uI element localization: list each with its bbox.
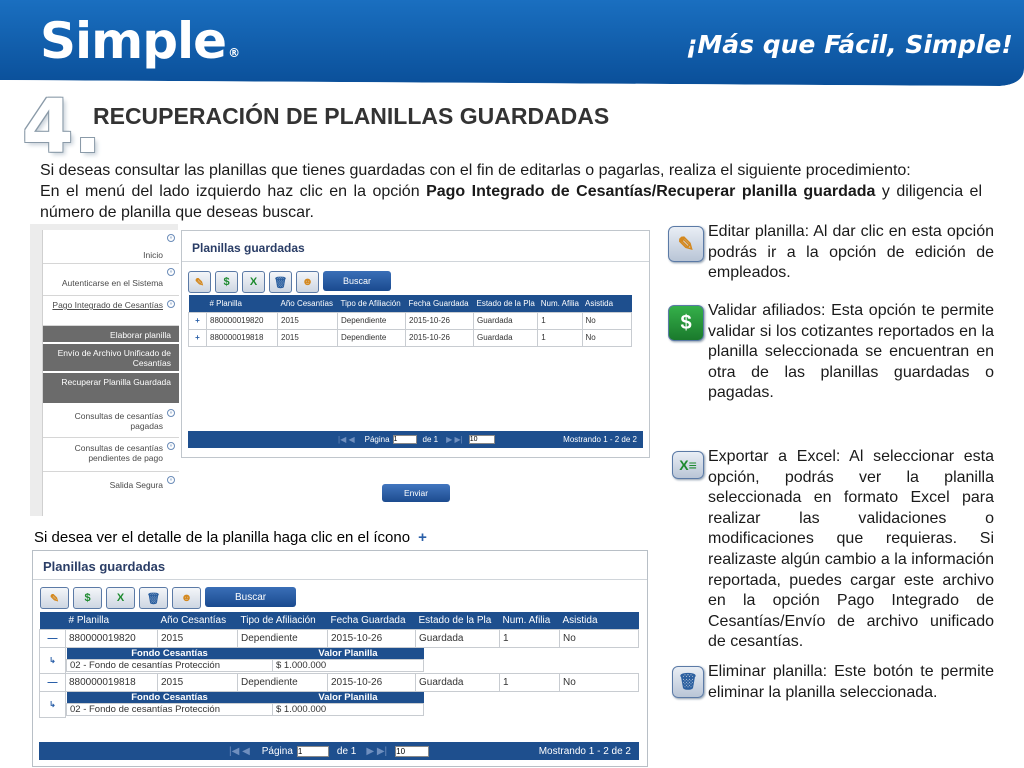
users-icon[interactable]: ☻ — [172, 587, 201, 609]
page-input[interactable]: 1 — [393, 435, 417, 444]
table-row[interactable]: + 880000019820 2015 Dependiente 2015-10-26 Guardada 1 No — [189, 312, 632, 329]
trash-icon: 🗑 — [672, 666, 704, 698]
pencil-icon[interactable]: ✎ — [188, 271, 211, 293]
send-button[interactable]: Enviar — [382, 484, 450, 502]
table-row[interactable]: + 880000019818 2015 Dependiente 2015-10-26 Guardada 1 No — [189, 329, 632, 346]
saved-payrolls-grid — [181, 230, 650, 458]
excel-icon: X≡ — [672, 451, 704, 479]
expand-circle-icon: » — [167, 476, 175, 484]
detail-row — [40, 691, 639, 717]
expand-row-icon[interactable]: + — [189, 312, 207, 329]
expand-row-icon[interactable]: + — [189, 329, 207, 346]
action-edit-description: ✎ Editar planilla: Al dar clic en esta opción podrás ir a la opción de edición de empleados. — [668, 226, 994, 286]
action-validate-description: $ Validar afiliados: Esta opción te permite validar si los cotizantes reportados en la planilla seleccionada se encuentran en otra de las planillas guardadas o pagadas. — [668, 305, 994, 425]
saved-payrolls-grid-expanded — [32, 550, 648, 767]
col-tipo[interactable]: Tipo de Afiliación — [238, 612, 328, 629]
grid-header-row — [40, 612, 639, 629]
side-menu-screenshot — [30, 224, 178, 516]
detail-col-fondo: Fondo Cesantías — [67, 692, 273, 704]
detail-caption: Si desea ver el detalle de la planilla haga clic en el ícono + — [34, 529, 427, 546]
menu-item-pago-integrado[interactable]: Pago Integrado de Cesantías » — [43, 296, 179, 326]
page-size-select[interactable]: 10 — [395, 746, 429, 757]
col-fecha[interactable]: Fecha Guardada — [406, 295, 474, 312]
header-banner — [0, 0, 1024, 92]
detail-col-valor: Valor Planilla — [273, 648, 424, 660]
grid-pager: |◀ ◀ Página 1 de 1 ▶ ▶| 10 Mostrando 1 - 2 de 2 — [39, 742, 639, 760]
dollar-icon[interactable]: $ — [73, 587, 102, 609]
col-anio[interactable]: Año Cesantías — [278, 295, 338, 312]
expand-circle-icon: » — [167, 409, 175, 417]
grid-pager: |◀ ◀ Página 1 de 1 ▶ ▶| 10 Mostrando 1 - 2 de 2 — [188, 431, 643, 448]
side-menu — [42, 230, 179, 516]
detail-table: Fondo Cesantías Valor Planilla 02 - Fondo de cesantías Protección $ 1.000.000 — [66, 648, 424, 672]
action-delete-description: 🗑 Eliminar planilla: Este botón te permite eliminar la planilla seleccionada. — [668, 666, 994, 726]
col-estado[interactable]: Estado de la Pla — [474, 295, 538, 312]
users-icon[interactable]: ☻ — [296, 271, 319, 293]
first-page-icon[interactable]: |◀ ◀ — [229, 745, 250, 757]
col-planilla[interactable]: # Planilla — [207, 295, 278, 312]
expand-circle-icon: » — [167, 300, 175, 308]
dollar-icon[interactable]: $ — [215, 271, 238, 293]
expand-circle-icon: » — [167, 268, 175, 276]
detail-col-valor: Valor Planilla — [273, 692, 424, 704]
grid-table — [188, 295, 632, 347]
detail-col-fondo: Fondo Cesantías — [67, 648, 273, 660]
action-export-description: X≡ Exportar a Excel: Al seleccionar esta opción, podrás ver la planilla seleccionada en formato Excel para realizar las validaciones o modificaciones que requieras. Si realizaste algún cambio a la información reportada, puedes cargar este archivo en la opción Pago Integrado de Cesantías/Envío de archivo unificado de cesantías. — [668, 451, 994, 651]
col-fecha[interactable]: Fecha Guardada — [328, 612, 416, 629]
menu-item-autenticarse[interactable]: Autenticarse en el Sistema » — [43, 264, 179, 296]
page-size-select[interactable]: 10 — [469, 435, 495, 444]
col-num[interactable]: Num. Afilia — [538, 295, 582, 312]
submenu-recuperar-planilla[interactable]: Recuperar Planilla Guardada — [43, 373, 179, 405]
last-page-icon[interactable]: ▶ ▶| — [446, 435, 463, 444]
pencil-icon[interactable]: ✎ — [40, 587, 69, 609]
excel-icon[interactable]: X — [242, 271, 265, 293]
grid-table — [39, 612, 639, 718]
search-button[interactable]: Buscar — [323, 271, 391, 291]
table-row[interactable]: — 880000019820 2015 Dependiente 2015-10-26 Guardada 1 No — [40, 629, 639, 647]
col-estado[interactable]: Estado de la Pla — [416, 612, 500, 629]
menu-item-salida-segura[interactable]: Salida Segura » — [43, 472, 179, 500]
grid-header-row — [189, 295, 632, 312]
submenu-envio-archivo[interactable]: Envío de Archivo Unificado de Cesantías — [43, 344, 179, 373]
excel-icon[interactable]: X — [106, 587, 135, 609]
pager-summary: Mostrando 1 - 2 de 2 — [538, 745, 631, 757]
trash-icon[interactable]: 🗑 — [269, 271, 292, 293]
slogan: ¡Más que Fácil, Simple! — [686, 30, 1013, 59]
grid-title: Planillas guardadas — [182, 231, 649, 262]
menu-item-inicio[interactable]: Inicio » — [43, 230, 179, 264]
detail-arrow-icon: ↳ — [40, 691, 66, 717]
grid-toolbar — [40, 587, 296, 609]
plus-icon: + — [418, 529, 427, 546]
page-input[interactable]: 1 — [297, 746, 329, 757]
intro-line-2: En el menú del lado izquierdo haz clic en la opción Pago Integrado de Cesantías/Recuperar planilla guardada y diligencia el número de planilla que deseas buscar. — [40, 183, 983, 221]
simple-logo: Simple ® — [40, 12, 240, 70]
table-row[interactable]: — 880000019818 2015 Dependiente 2015-10-26 Guardada 1 No — [40, 673, 639, 691]
first-page-icon[interactable]: |◀ ◀ — [338, 435, 355, 444]
grid-toolbar — [188, 271, 391, 293]
menu-item-consultas-pagadas[interactable]: Consultas de cesantías pagadas » — [43, 405, 179, 438]
col-asistida[interactable]: Asistida — [560, 612, 639, 629]
col-num[interactable]: Num. Afilia — [500, 612, 560, 629]
collapse-row-icon[interactable]: — — [40, 629, 66, 647]
detail-arrow-icon: ↳ — [40, 647, 66, 673]
grid-title: Planillas guardadas — [33, 551, 647, 580]
pager-summary: Mostrando 1 - 2 de 2 — [563, 435, 637, 444]
trash-icon[interactable]: 🗑 — [139, 587, 168, 609]
collapse-row-icon[interactable]: — — [40, 673, 66, 691]
col-tipo[interactable]: Tipo de Afiliación — [338, 295, 406, 312]
intro-text — [40, 160, 982, 223]
col-anio[interactable]: Año Cesantías — [158, 612, 238, 629]
menu-item-consultas-pendientes[interactable]: Consultas de cesantías pendientes de pago » — [43, 438, 179, 472]
detail-row — [40, 647, 639, 673]
detail-table: Fondo Cesantías Valor Planilla 02 - Fondo de cesantías Protección $ 1.000.000 — [66, 692, 424, 716]
step-number: 4. — [22, 84, 102, 170]
col-planilla[interactable]: # Planilla — [66, 612, 158, 629]
search-button[interactable]: Buscar — [205, 587, 296, 607]
expand-circle-icon: » — [167, 442, 175, 450]
menu-path-highlight: Pago Integrado de Cesantías/Recuperar planilla guardada — [426, 183, 876, 200]
intro-line-1: Si deseas consultar las planillas que tienes guardadas con el fin de editarlas o pagarlas, realiza el siguiente procedimiento: — [40, 162, 911, 179]
pencil-icon: ✎ — [668, 226, 704, 262]
last-page-icon[interactable]: ▶ ▶| — [366, 745, 388, 757]
submenu-elaborar-planilla[interactable]: Elaborar planilla — [43, 326, 179, 344]
dollar-icon: $ — [668, 305, 704, 341]
col-asistida[interactable]: Asistida — [582, 295, 632, 312]
expand-circle-icon: » — [167, 234, 175, 242]
page-title: RECUPERACIÓN DE PLANILLAS GUARDADAS — [93, 103, 610, 129]
